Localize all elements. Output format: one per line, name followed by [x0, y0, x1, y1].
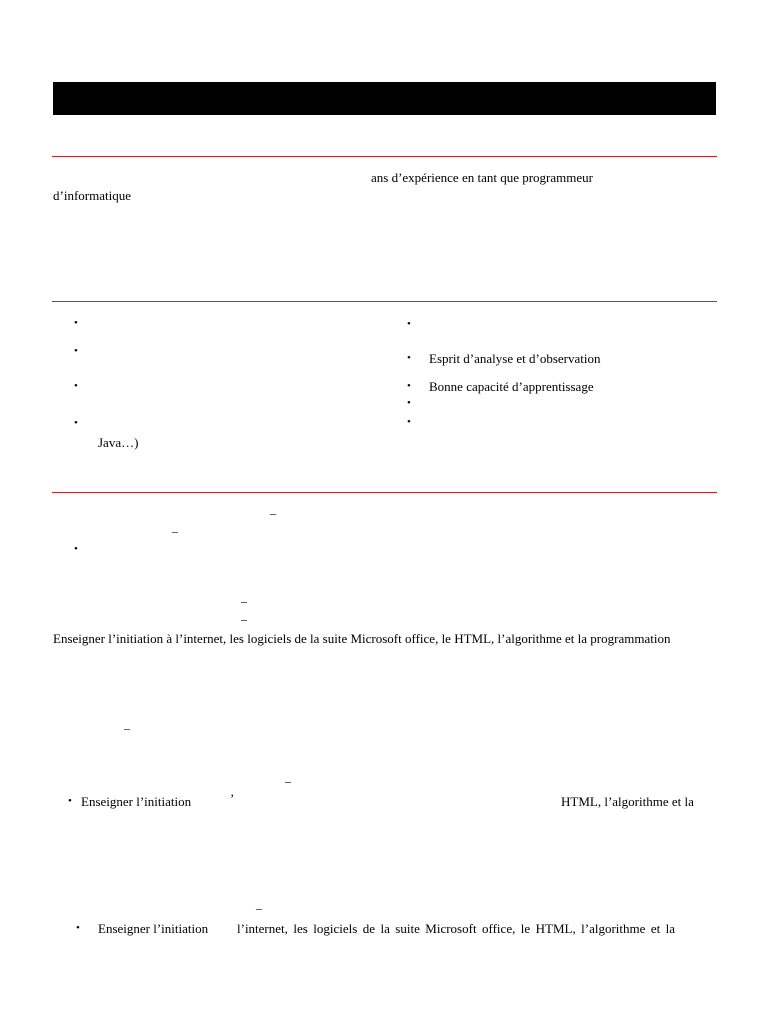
bullet-icon: •: [407, 318, 411, 330]
profile-line-2: d’informatique: [53, 188, 131, 203]
bullet-icon: •: [74, 543, 78, 555]
bullet-icon: •: [74, 345, 78, 357]
section-divider-profile: [52, 156, 717, 157]
experience-line-3-left: Enseigner l’initiation: [98, 921, 209, 936]
experience-line-3-right: l’internet, les logiciels de la suite Microsoft office, le HTML, l’algorithme et la: [237, 921, 676, 936]
section-divider-experience: [52, 492, 717, 493]
bullet-icon: •: [76, 922, 80, 934]
date-dash: –: [256, 901, 262, 915]
date-dash: –: [241, 612, 247, 626]
experience-line-2-left: Enseigner l’initiation: [81, 794, 192, 809]
date-dash: –: [241, 594, 247, 608]
bullet-icon: •: [407, 380, 411, 392]
section-divider-skills: [52, 301, 717, 302]
bullet-icon: •: [74, 380, 78, 392]
date-dash: –: [172, 524, 178, 538]
experience-line-2-right: HTML, l’algorithme et la: [561, 794, 694, 809]
skills-right-item-2: Bonne capacité d’apprentissage: [429, 379, 594, 394]
bullet-icon: •: [74, 417, 78, 429]
bullet-icon: •: [407, 352, 411, 364]
date-dash: –: [124, 721, 130, 735]
skills-left-continuation: Java…): [98, 435, 139, 450]
date-dash: –: [285, 774, 291, 788]
bullet-icon: •: [74, 317, 78, 329]
date-dash: –: [270, 506, 276, 520]
skills-right-item-1: Esprit d’analyse et d’observation: [429, 351, 601, 366]
section-header-bar: [53, 82, 716, 115]
profile-line-1: ans d’expérience en tant que programmeur: [371, 170, 593, 185]
experience-line-1: Enseigner l’initiation à l’internet, les logiciels de la suite Microsoft office, le HTML, l’algorithme et la programmation: [53, 631, 671, 646]
bullet-icon: •: [407, 397, 411, 409]
bullet-icon: •: [68, 795, 72, 807]
experience-line-2-apostrophe: ’: [230, 791, 235, 806]
bullet-icon: •: [407, 416, 411, 428]
